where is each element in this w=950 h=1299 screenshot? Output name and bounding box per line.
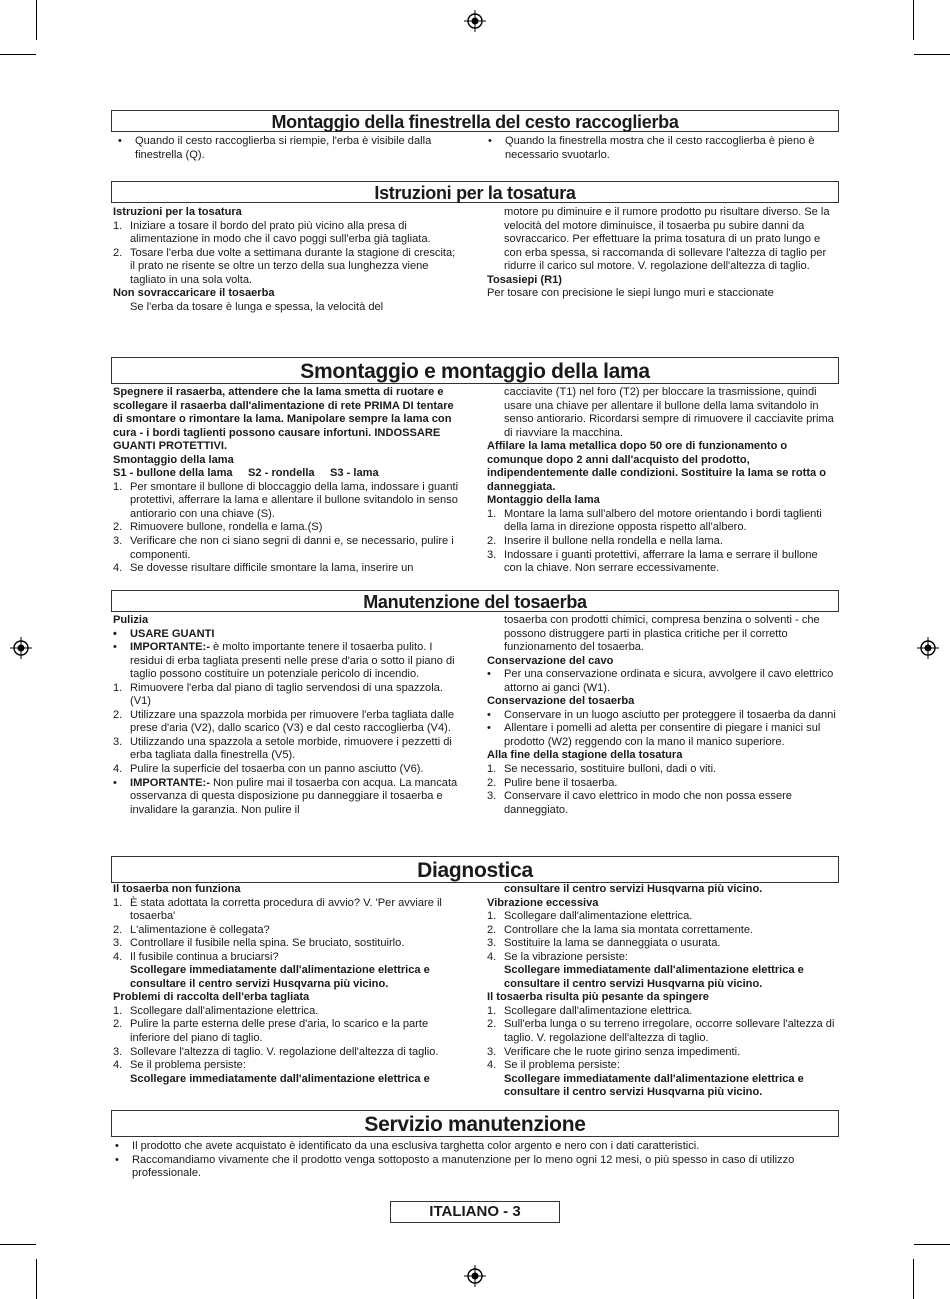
crop-mark (0, 1244, 36, 1245)
list-item: 3. Verificare che le ruote girino senza impedimenti. (487, 1045, 741, 1058)
list-item: • IMPORTANTE:- è molto importante tenere il tosaerba pulito. I residui di erba tagliata presenti nelle prese d'aria o sotto il piano di taglio possono costituire un potenziale pericolo di incendio. (113, 641, 455, 681)
list-item: 4. Il fusibile continua a bruciarsi? (113, 950, 279, 963)
subheading: Conservazione del tosaerba (487, 695, 635, 708)
manutenzione-left-column (113, 614, 463, 817)
paragraph: motore pu diminuire e il rumore prodotto pu risultare diverso. Se la velocità del motore diminuisce, il tosaerba pu subire danni da sovraccarico. Per effettuare la prima tosatura di un prato lungo e con erba spessa, si raccomanda di sollevare l'altezza di taglio per ridurre il carico sul motore. V. regolazione dell'altezza di taglio. (504, 206, 830, 273)
list-item: 3. Sostituire la lama se danneggiata o usurata. (487, 937, 721, 950)
list-item: • IMPORTANTE:- Non pulire mai il tosaerba con acqua. La mancata osservanza di questa disposizione pu danneggiare il tosaerba e invalidare la garanzia. Non pulire il (113, 776, 458, 816)
paragraph: Se l'erba da tosare è lunga e spessa, la velocità del (130, 300, 384, 313)
registration-mark-icon (917, 637, 939, 659)
list-item: 1. Per smontare il bullone di bloccaggio della lama, indossare i guanti protettivi, afferrare la lama e allentare il bullone svitandolo in senso antiorario con una chiave (S). (113, 480, 459, 520)
list-item: 1. Rimuovere l'erba dal piano di taglio servendosi di una spazzola. (V1) (113, 681, 443, 708)
list-item: 4. Se la vibrazione persiste: (487, 950, 628, 963)
list-item: • Per una conservazione ordinata e sicura, avvolgere il cavo elettrico attorno ai ganci (W1). (487, 668, 834, 694)
subheading: Pulizia (113, 614, 149, 626)
paragraph: cacciavite (T1) nel foro (T2) per bloccare la trasmissione, quindi usare una chiave per allentare il bullone della lama svitandolo in senso antiorario. Ricordarsi sempre di rimuovere il cacciavite prima di riavviare la macchina. (504, 386, 834, 439)
parts-legend: S1 - bullone della lama S2 - rondella S3 - lama (113, 467, 379, 480)
subheading: Vibrazione eccessiva (487, 896, 599, 909)
section-title-manutenzione: Manutenzione del tosaerba (111, 590, 839, 612)
finestrella-left-column (118, 135, 468, 162)
warning-text: Scollegare immediatamente dall'alimentazione elettrica e (130, 1072, 430, 1085)
crop-mark (0, 54, 36, 55)
list-item: 1. Montare la lama sull'albero del motore orientando i bordi taglienti della lama in direzione opposta rispetto all'albero. (487, 507, 822, 534)
subheading: Istruzioni per la tosatura (113, 206, 242, 218)
subheading: Il tosaerba risulta più pesante da spingere (487, 991, 709, 1004)
list-item: 3. Verificare che non ci siano segni di danni e, se necessario, pulire i componenti. (113, 535, 454, 561)
list-item: 2. Pulire bene il tosaerba. (487, 776, 618, 789)
finestrella-right-column (488, 135, 833, 162)
list-item: 4. Se il problema persiste: (487, 1059, 620, 1072)
list-item: 3. Indossare i guanti protettivi, afferrare la lama e serrare il bullone con la chiave. Non serrare eccessivamente. (487, 548, 818, 575)
warning-text: Affilare la lama metallica dopo 50 ore di funzionamento o comunque dopo 2 anni dall'acquisto del prodotto, indipendentemente dalle condizioni. Sostituire la lama se rotta o danneggiata. (487, 440, 827, 493)
subheading: Alla fine della stagione della tosatura (487, 749, 683, 762)
paragraph: tosaerba con prodotti chimici, compresa benzina o solventi - che possono distruggere parti in plastica critiche per il corretto funzionamento del tosaerba. (504, 614, 820, 654)
list-item: 2. Inserire il bullone nella rondella e nella lama. (487, 535, 723, 548)
subheading: Il tosaerba non funziona (113, 883, 241, 895)
list-item: • Quando la finestrella mostra che il cesto raccoglierba è pieno è necessario svuotarlo. (488, 135, 815, 161)
lama-right-column (487, 386, 837, 576)
crop-mark (913, 1259, 914, 1299)
subheading: Montaggio della lama (487, 494, 600, 507)
crop-mark (914, 1244, 950, 1245)
list-item: • Raccomandiamo vivamente che il prodotto venga sottoposto a manutenzione per lo meno ogni 12 mesi, o più spesso in caso di utilizzo professionale. (115, 1153, 795, 1180)
tosatura-left-column (113, 206, 463, 314)
diagnostica-left-column (113, 883, 463, 1086)
warning-text: Scollegare immediatamente dall'alimentazione elettrica e consultare il centro servizi Husqvarna più vicino. (504, 964, 804, 990)
paragraph: Per tosare con precisione le siepi lungo muri e staccionate (487, 287, 774, 300)
crop-mark (914, 54, 950, 55)
list-item: 3. Sollevare l'altezza di taglio. V. regolazione dell'altezza di taglio. (113, 1045, 439, 1058)
warning-text: Scollegare immediatamente dall'alimentazione elettrica e consultare il centro servizi Husqvarna più vicino. (130, 964, 430, 990)
list-item: 3. Controllare il fusibile nella spina. Se bruciato, sostituirlo. (113, 937, 405, 950)
subheading: Conservazione del cavo (487, 654, 614, 667)
registration-mark-icon (10, 637, 32, 659)
subheading: Smontaggio della lama (113, 453, 234, 466)
lama-left-column (113, 386, 463, 576)
section-title-servizio: Servizio manutenzione (111, 1110, 839, 1137)
list-item: 2. Rimuovere bullone, rondella e lama.(S) (113, 521, 323, 534)
warning-text: Spegnere il rasaerba, attendere che la lama smetta di ruotare e scollegare il rasaerba dall'alimentazione di rete PRIMA DI tentare di smontare o rimontare la lama. Manipolare sempre la lama con cura - i bordi taglienti possono causare infortuni. INDOSSARE GUANTI PROTETTIVI. (113, 386, 454, 453)
tosatura-right-column (487, 206, 837, 301)
list-item: 2. Controllare che la lama sia montata correttamente. (487, 923, 754, 936)
crop-mark (913, 0, 914, 40)
registration-mark-icon (464, 1265, 486, 1287)
list-item: 4. Pulire la superficie del tosaerba con un panno asciutto (V6). (113, 763, 424, 776)
subheading: Problemi di raccolta dell'erba tagliata (113, 991, 310, 1004)
list-item: 1. Scollegare dall'alimentazione elettrica. (487, 910, 693, 923)
section-title-finestrella: Montaggio della finestrella del cesto raccoglierba (111, 110, 839, 132)
list-item: 1. Scollegare dall'alimentazione elettrica. (487, 1004, 693, 1017)
list-item: 2. Pulire la parte esterna delle prese d'aria, lo scarico e la parte inferiore del piano di taglio. (113, 1018, 429, 1045)
list-item: 2. Utilizzare una spazzola morbida per rimuovere l'erba tagliata dalle prese d'aria (V2), dallo scarico (V3) e dal cesto raccoglierba (V4). (113, 708, 454, 735)
section-title-diagnostica: Diagnostica (111, 856, 839, 883)
crop-mark (36, 1259, 37, 1299)
manutenzione-right-column (487, 614, 837, 817)
section-title-tosatura: Istruzioni per la tosatura (111, 181, 839, 203)
list-item: 3. Utilizzando una spazzola a setole morbide, rimuovere i pezzetti di erba tagliata dalla finestrella (V5). (113, 735, 452, 762)
list-item: • Il prodotto che avete acquistato è identificato da una esclusiva targhetta color argento e nero con i dati caratteristici. (115, 1140, 700, 1152)
crop-mark (36, 0, 37, 40)
list-item: 2. Tosare l'erba due volte a settimana durante la stagione di crescita; il prato ne risente se oltre un terzo della sua lunghezza viene tagliato in una sola volta. (113, 246, 456, 286)
list-item: 1. Scollegare dall'alimentazione elettrica. (113, 1004, 319, 1017)
list-item: 4. Se il problema persiste: (113, 1059, 246, 1072)
list-item: 1. Iniziare a tosare il bordo del prato più vicino alla presa di alimentazione in modo che il cavo poggi sull'erba già tagliata. (113, 219, 431, 246)
list-item: • Quando il cesto raccoglierba si riempie, l'erba è visibile dalla finestrella (Q). (118, 135, 432, 161)
section-title-lama: Smontaggio e montaggio della lama (111, 357, 839, 384)
list-item: 3. Conservare il cavo elettrico in modo che non possa essere danneggiato. (487, 790, 792, 816)
subheading: Non sovraccaricare il tosaerba (113, 287, 275, 300)
list-item: 4. Se dovesse risultare difficile smontare la lama, inserire un (113, 562, 414, 575)
list-item: • Allentare i pomelli ad aletta per consentire di piegare i manici sul prodotto (W2) reggendo con la mano il manico superiore. (487, 722, 821, 748)
registration-mark-icon (464, 10, 486, 32)
warning-text: Scollegare immediatamente dall'alimentazione elettrica e consultare il centro servizi Husqvarna più vicino. (504, 1072, 804, 1099)
servizio-column (115, 1140, 840, 1181)
list-item: • USARE GUANTI (113, 627, 215, 640)
diagnostica-right-column (487, 883, 837, 1100)
list-item: 1. È stata adottata la corretta procedura di avvio? V. 'Per avviare il tosaerba' (113, 896, 442, 923)
list-item: 2. Sull'erba lunga o su terreno irregolare, occorre sollevare l'altezza di taglio. V. regolazione dell'altezza di taglio. (487, 1018, 835, 1045)
list-item: 1. Se necessario, sostituire bulloni, dadi o viti. (487, 763, 717, 776)
list-item: 2. L'alimentazione è collegata? (113, 923, 270, 936)
warning-text: consultare il centro servizi Husqvarna più vicino. (504, 883, 763, 895)
page-footer-label: ITALIANO - 3 (390, 1201, 560, 1223)
list-item: • Conservare in un luogo asciutto per proteggere il tosaerba da danni (487, 708, 836, 721)
subheading: Tosasiepi (R1) (487, 273, 563, 286)
